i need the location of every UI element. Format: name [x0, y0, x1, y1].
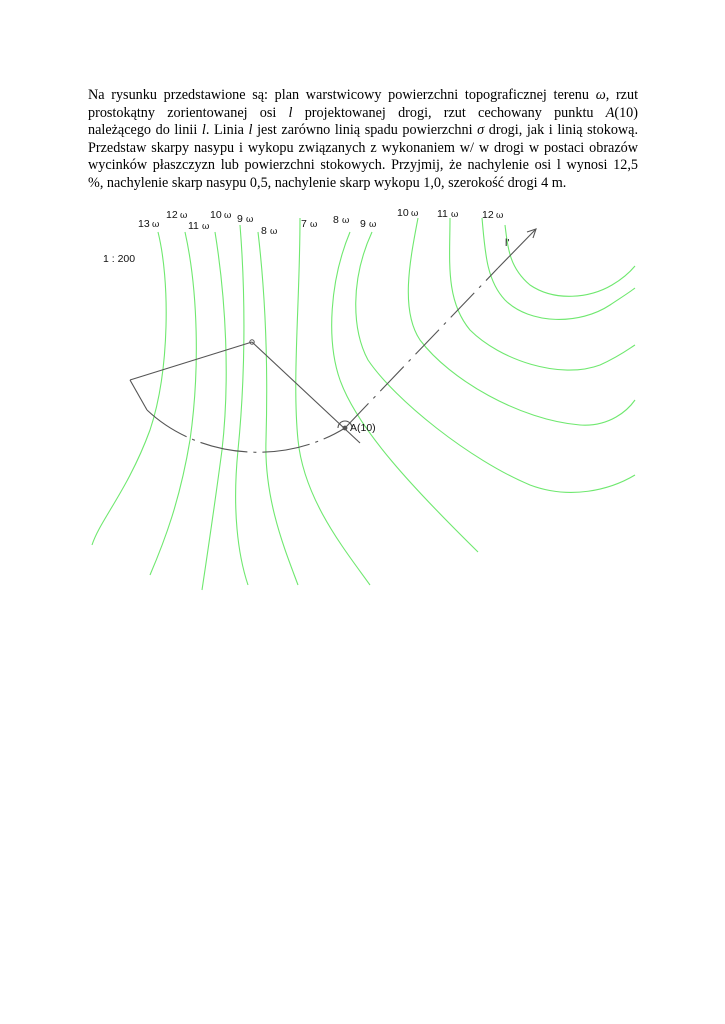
contour-13 [92, 232, 166, 545]
contour-9-right [408, 218, 635, 425]
task-line-5: wycinków płaszczyzn lub powierzchni stokowych. Przyjmij, że nachylenie osi l wynosi 12,5 [88, 157, 638, 174]
svg-text:8: 8 [261, 225, 267, 237]
contour-label-13 [138, 218, 159, 230]
svg-text:ω: ω [152, 220, 160, 230]
scale-label: 1 : 200 [103, 253, 136, 265]
svg-text:11: 11 [437, 208, 448, 220]
point-a-label: A(10) [350, 422, 376, 434]
svg-text:ω: ω [202, 222, 210, 232]
svg-text:13: 13 [138, 218, 150, 230]
contour-12-right [505, 225, 635, 296]
contour-label-11-right [437, 208, 458, 220]
svg-text:10: 10 [397, 207, 409, 219]
contour-label-12-right [482, 209, 503, 221]
contour-10-right [450, 218, 635, 370]
construction-arc [147, 410, 345, 452]
contour-label-11-left [188, 220, 209, 232]
point-a [343, 426, 348, 431]
contour-label-8-right [333, 214, 349, 226]
svg-text:ω: ω [180, 211, 188, 221]
task-line-3: należącego do linii l. Linia l jest zarówno linią spadu powierzchni σ drogi, jak i linią stokową. [88, 122, 638, 139]
svg-text:ω: ω [369, 220, 377, 230]
contour-lines [92, 218, 635, 590]
svg-text:ω: ω [451, 210, 459, 220]
construction-line-left [130, 342, 252, 380]
task-line-2: prostokątny zorientowanej osi l projektowanej drogi, rzut cechowany punktu A(10) [88, 104, 638, 121]
svg-text:ω: ω [342, 216, 350, 226]
contour-label-10-right [397, 207, 418, 219]
contour-labels [138, 207, 503, 237]
task-line-4: Przedstaw skarpy nasypu i wykopu związanych z wykonaniem w/ w drogi w postaci obrazów [88, 139, 638, 156]
svg-text:ω: ω [496, 211, 504, 221]
task-line-6: %, nachylenie skarp nasypu 0,5, nachylenie skarp wykopu 1,0, szerokość drogi 4 m. [88, 174, 567, 191]
svg-text:ω: ω [246, 215, 254, 225]
contour-10-left [236, 225, 248, 585]
contour-11-left [202, 232, 226, 590]
svg-text:10: 10 [210, 209, 222, 221]
svg-text:ω: ω [270, 227, 278, 237]
svg-text:9: 9 [360, 218, 366, 230]
contour-9-left [258, 232, 298, 585]
svg-text:11: 11 [188, 220, 199, 232]
contour-label-9-right [360, 218, 376, 230]
svg-text:8: 8 [333, 214, 339, 226]
contour-label-12-left [166, 209, 187, 221]
contour-label-8-left [261, 225, 277, 237]
contour-label-7 [301, 218, 317, 230]
road-axis-l-arrow-segment [498, 229, 536, 268]
svg-text:12: 12 [482, 209, 494, 221]
svg-text:ω: ω [411, 209, 419, 219]
axis-label-l: l' [505, 237, 510, 249]
task-line-1: Na rysunku przedstawione są: plan warstwicowy powierzchni topograficznej terenu ω, rzut [88, 87, 639, 103]
contour-7 [332, 232, 478, 552]
svg-text:ω: ω [310, 220, 318, 230]
road-axis-l [345, 268, 498, 428]
svg-text:12: 12 [166, 209, 178, 221]
contour-label-9-left [237, 213, 253, 225]
construction-line-left-drop [130, 380, 147, 410]
svg-text:7: 7 [301, 218, 307, 230]
contour-11-right [482, 218, 635, 319]
contour-label-10-left [210, 209, 231, 221]
svg-text:9: 9 [237, 213, 243, 225]
svg-text:ω: ω [224, 211, 232, 221]
